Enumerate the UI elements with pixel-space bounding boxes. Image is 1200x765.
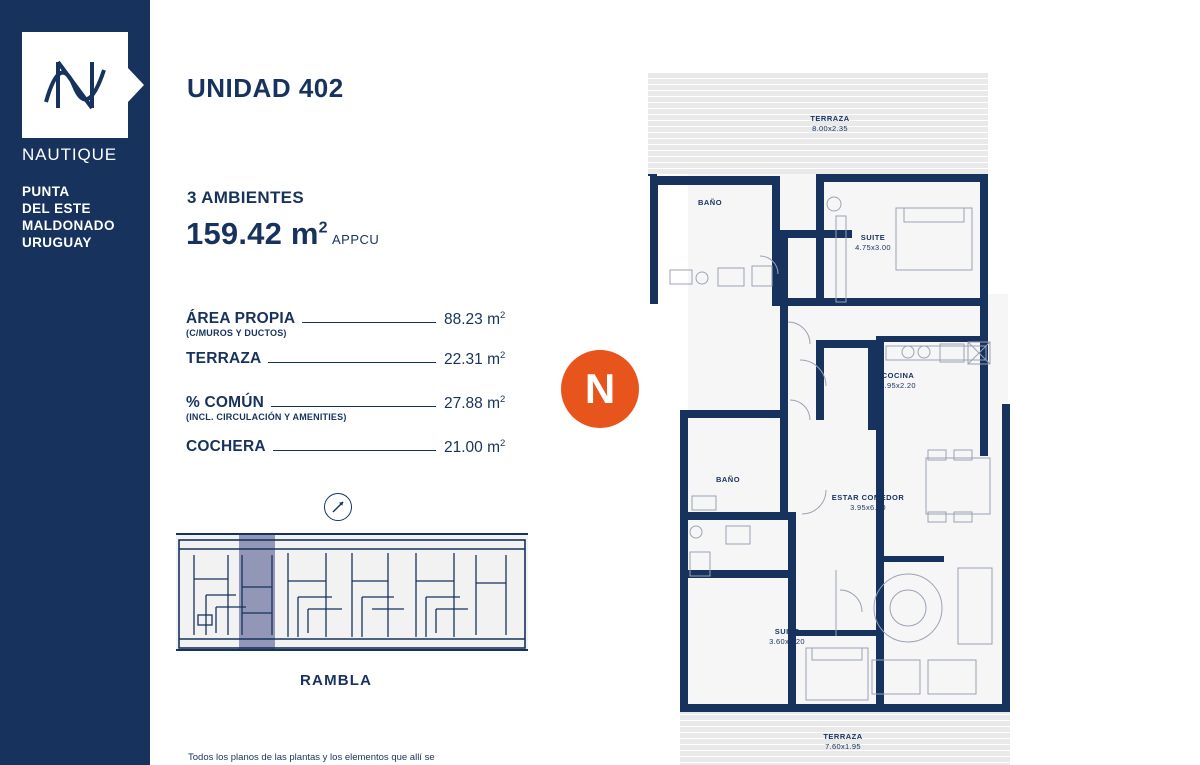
spec-value-sup: 2 [500,394,506,405]
spec-value-number: 88.23 m [444,311,501,329]
room-dims: 8.00x2.35 [812,124,848,133]
floorplan-drawing [640,60,1060,765]
spec-row-terraza [186,350,526,376]
appcu-label: APPCU [332,232,380,247]
spec-value-number: 22.31 m [444,351,501,369]
compass-north-icon [324,493,352,521]
room-name: SUITE [860,233,886,242]
brand-sidebar [0,0,150,765]
spec-value-sup: 2 [500,438,506,449]
spec-label: ÁREA PROPIA [186,310,302,328]
room-label-bano-lower [698,475,758,485]
room-name: COCINA [881,371,915,380]
spec-row-area-propia [186,310,526,336]
spec-value-sup: 2 [500,350,506,361]
room-label-terraza-bottom [798,732,888,752]
room-label-cocina [862,371,934,391]
room-label-terraza-top [785,114,875,134]
room-dims: 7.60x1.95 [825,742,861,751]
rooms-count: 3 AMBIENTES [187,188,304,207]
disclaimer-text: Todos los planos de las plantas y los elementos que allí se [188,752,435,763]
spec-row-porcentaje-comun [186,394,526,420]
nautique-signature-icon [1104,40,1174,330]
spec-label: COCHERA [186,438,273,456]
spec-label: TERRAZA [186,350,268,368]
brand-location-line-1: PUNTA [22,184,70,199]
spec-value [438,394,526,413]
keyplan-diagram [176,533,528,651]
room-label-suite-top [838,233,908,253]
spec-value [438,310,526,329]
brand-location-line-3: MALDONADO [22,218,115,233]
brand-name: NAUTIQUE [22,145,118,164]
room-label-bano-top [680,198,740,208]
spec-note: (C/MUROS Y DUCTOS) [186,328,293,338]
room-name: TERRAZA [823,732,863,741]
spec-row-cochera [186,438,526,464]
room-dims: 3.95x2.20 [880,381,916,390]
total-area-value: 159.42 m [186,216,319,251]
spec-note: (INCL. CIRCULACIÓN Y AMENITIES) [186,412,353,422]
brand-location-line-2: DEL ESTE [22,201,91,216]
spec-value [438,350,526,369]
room-label-estar-comedor [800,493,936,513]
brand-location-line-4: URUGUAY [22,235,92,250]
room-name: TERRAZA [810,114,850,123]
total-area [186,216,328,252]
room-dims: 3.60x3.20 [769,637,805,646]
north-badge: N [561,350,639,428]
page-title: UNIDAD 402 [187,73,344,103]
room-name: SUITE [774,627,800,636]
spec-value-number: 21.00 m [444,439,501,457]
nautique-wave-logo [22,32,128,138]
room-name: BAÑO [697,198,723,207]
room-name: BAÑO [715,475,741,484]
room-dims: 3.95x6.50 [850,503,886,512]
brand-location [22,183,115,251]
spec-label: % COMÚN [186,394,271,412]
spec-value-number: 27.88 m [444,395,501,413]
room-dims: 4.75x3.00 [855,243,891,252]
room-name: ESTAR COMEDOR [831,493,905,502]
logo-arrow-icon [128,68,144,102]
spec-value [438,438,526,457]
spec-value-sup: 2 [500,310,506,321]
total-area-sup: 2 [318,219,328,237]
keyplan-caption: RAMBLA [300,672,373,689]
room-label-suite-lower [752,627,822,647]
